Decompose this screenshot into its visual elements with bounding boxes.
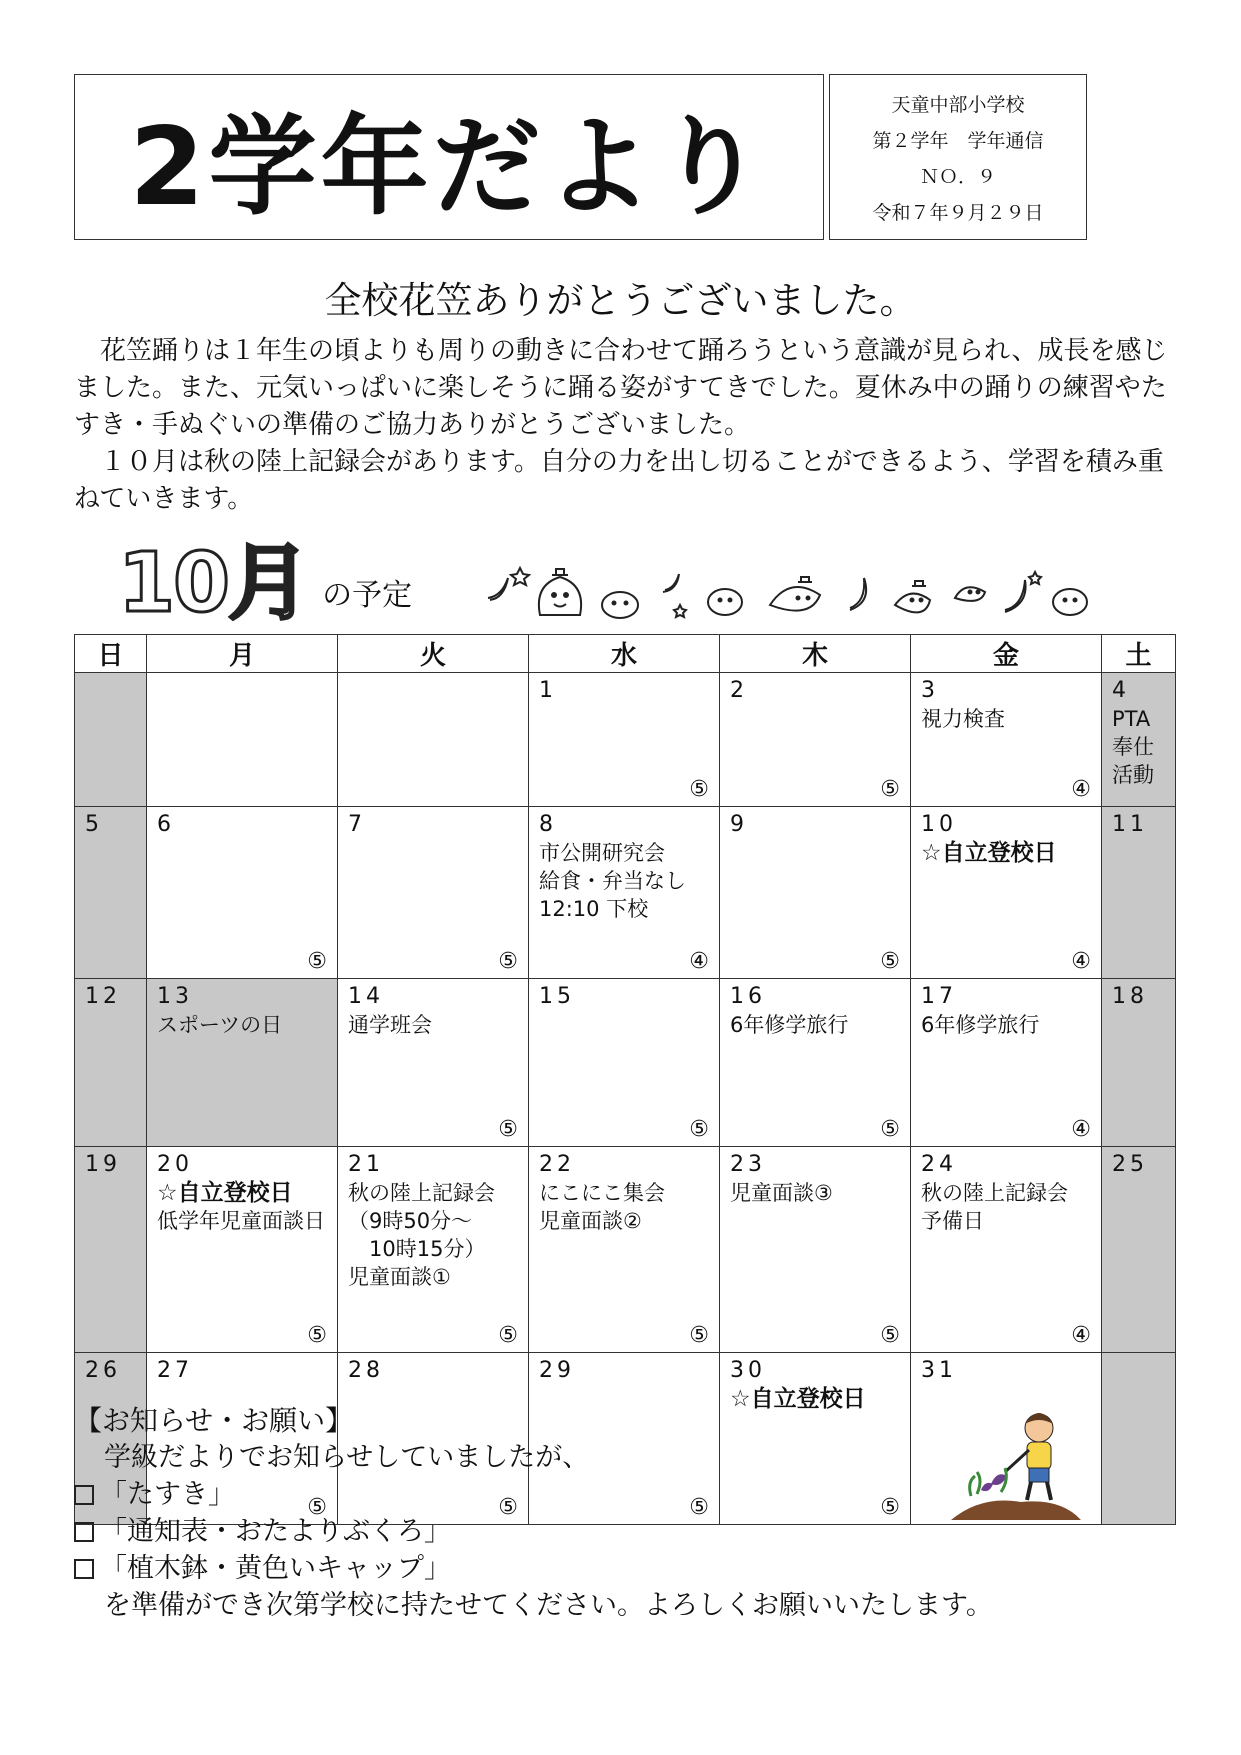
weekday-header: 土: [1102, 635, 1176, 673]
calendar-day-cell: [75, 807, 147, 979]
calendar-event: 秋の陸上記録会: [921, 1181, 1068, 1205]
day-number: 9: [730, 812, 748, 837]
calendar-day-cell: [338, 807, 529, 979]
period-count: ⑤: [880, 1323, 900, 1348]
calendar-event: 視力検査: [921, 707, 1005, 731]
day-number: 14: [348, 984, 384, 1009]
calendar-event: 通学班会: [348, 1013, 432, 1037]
day-number: 15: [539, 984, 575, 1009]
grade-line: 第２学年 学年通信: [872, 129, 1044, 152]
period-count: ⑤: [880, 1117, 900, 1142]
school-name: 天童中部小学校: [891, 93, 1025, 116]
month-label: 10月: [118, 536, 309, 631]
day-number: 19: [85, 1152, 121, 1177]
calendar-event: 児童面談①: [348, 1265, 451, 1289]
calendar-event: 秋の陸上記録会: [348, 1181, 495, 1205]
period-count: ⑤: [689, 1117, 709, 1142]
day-number: 11: [1112, 812, 1148, 837]
headline: 全校花笠ありがとうございました。: [324, 279, 917, 322]
newsletter-title: 2学年だより: [129, 104, 769, 230]
day-number: 25: [1112, 1152, 1148, 1177]
calendar-day-cell: [338, 673, 529, 807]
period-count: ④: [1071, 777, 1091, 802]
calendar-day-cell: [338, 1147, 529, 1353]
calendar-day-cell: [720, 807, 911, 979]
calendar-event: 奉仕: [1112, 735, 1154, 759]
checkbox-icon: [74, 1559, 94, 1579]
period-count: ④: [689, 949, 709, 974]
calendar-event: 市公開研究会: [539, 841, 665, 865]
day-number: 10: [921, 812, 957, 837]
calendar-day-cell: [529, 807, 720, 979]
day-number: 2: [730, 678, 748, 703]
period-count: ⑤: [498, 949, 518, 974]
period-count: ⑤: [307, 949, 327, 974]
day-number: 3: [921, 678, 939, 703]
calendar-day-cell: [720, 1147, 911, 1353]
day-number: 21: [348, 1152, 384, 1177]
calendar-week-row: [75, 979, 1176, 1147]
checklist-item: [74, 1513, 993, 1550]
period-count: ⑤: [307, 1323, 327, 1348]
notice-lead: 学級だよりでお知らせしていましたが、: [104, 1442, 590, 1473]
checklist-label: 「植木鉢・黄色いキャップ」: [100, 1553, 451, 1584]
month-heading: [118, 534, 413, 631]
weekday-header: 木: [720, 635, 911, 673]
calendar-day-cell: [1102, 673, 1176, 807]
calendar-event: 6年修学旅行: [730, 1013, 849, 1037]
calendar-event: ☆自立登校日: [730, 1386, 866, 1412]
calendar-event: 児童面談③: [730, 1181, 833, 1205]
period-count: ④: [1071, 1323, 1091, 1348]
day-number: 8: [539, 812, 557, 837]
calendar-day-cell: [75, 1147, 147, 1353]
day-number: 22: [539, 1152, 575, 1177]
day-number: 13: [157, 984, 193, 1009]
calendar-day-cell: [911, 1147, 1102, 1353]
calendar-day-cell: [911, 807, 1102, 979]
checklist-item: [74, 1550, 993, 1587]
day-number: 27: [157, 1358, 193, 1383]
calendar-day-cell: [75, 673, 147, 807]
day-number: 17: [921, 984, 957, 1009]
period-count: ⑤: [498, 1323, 518, 1348]
calendar-event: PTA: [1112, 707, 1151, 731]
period-count: ⑤: [307, 1495, 327, 1520]
calendar-day-cell: [911, 673, 1102, 807]
calendar-event: 給食・弁当なし: [539, 869, 686, 893]
notice-section: [74, 1402, 993, 1624]
day-number: 26: [85, 1358, 121, 1383]
calendar-day-cell: [1102, 807, 1176, 979]
period-count: ⑤: [498, 1117, 518, 1142]
newsletter-title-box: [74, 74, 824, 240]
day-number: 7: [348, 812, 366, 837]
period-count: ⑤: [689, 1495, 709, 1520]
calendar-event: 活動: [1112, 763, 1154, 787]
calendar-event: 12:10 下校: [539, 897, 649, 921]
calendar-day-cell: [1102, 1147, 1176, 1353]
calendar-day-cell: [529, 1147, 720, 1353]
calendar-day-cell: [1102, 1353, 1176, 1525]
intro-text: [74, 333, 1169, 518]
calendar-event: 低学年児童面談日: [157, 1209, 325, 1233]
notice-heading: 【お知らせ・お願い】: [74, 1404, 354, 1437]
day-number: 18: [1112, 984, 1148, 1009]
october-calendar: [74, 634, 1176, 1525]
ghost-moon-decoration: [480, 560, 1140, 630]
calendar-week-row: [75, 807, 1176, 979]
calendar-day-cell: [720, 979, 911, 1147]
calendar-week-row: [75, 1147, 1176, 1353]
checkbox-icon: [74, 1522, 94, 1542]
notice-closing: を準備ができ次第学校に持たせてください。よろしくお願いいたします。: [104, 1590, 993, 1621]
calendar-day-cell: [147, 979, 338, 1147]
day-number: 16: [730, 984, 766, 1009]
checklist-label: 「たすき」: [100, 1479, 235, 1510]
day-number: 6: [157, 812, 175, 837]
calendar-day-cell: [911, 979, 1102, 1147]
issue-date: 令和７年９月２９日: [872, 201, 1044, 224]
calendar-event: 予備日: [921, 1209, 984, 1233]
calendar-event: 10時15分）: [348, 1237, 486, 1261]
calendar-event: にこにこ集会: [539, 1181, 665, 1205]
period-count: ⑤: [880, 949, 900, 974]
calendar-day-cell: [720, 673, 911, 807]
period-count: ⑤: [880, 1495, 900, 1520]
weekday-header: 日: [75, 635, 147, 673]
calendar-event: スポーツの日: [157, 1013, 283, 1037]
period-count: ④: [1071, 949, 1091, 974]
day-number: 29: [539, 1358, 575, 1383]
period-count: ⑤: [880, 777, 900, 802]
calendar-event: ☆自立登校日: [921, 840, 1057, 866]
day-number: 1: [539, 678, 557, 703]
schedule-label: の予定: [322, 578, 413, 613]
calendar-day-cell: [147, 807, 338, 979]
weekday-header: 金: [911, 635, 1102, 673]
period-count: ⑤: [689, 1323, 709, 1348]
calendar-week-row: [75, 673, 1176, 807]
day-number: 30: [730, 1358, 766, 1383]
checkbox-icon: [74, 1485, 94, 1505]
day-number: 20: [157, 1152, 193, 1177]
intro-paragraph: 花笠踊りは１年生の頃よりも周りの動きに合わせて踊ろうという意識が見られ、成長を感じました。また、元気いっぱいに楽しそうに踊る姿がすてきでした。夏休み中の踊りの練習やたすき・手ぬぐいの準備のご協力ありがとうございました。: [74, 336, 1168, 440]
day-number: 5: [85, 812, 103, 837]
day-number: 23: [730, 1152, 766, 1177]
calendar-event: （9時50分〜: [348, 1209, 473, 1233]
weekday-header-row: [75, 635, 1176, 673]
day-number: 31: [921, 1358, 957, 1383]
calendar-event: ☆自立登校日: [157, 1180, 293, 1206]
period-count: ⑤: [498, 1495, 518, 1520]
day-number: 12: [85, 984, 121, 1009]
calendar-event: 児童面談②: [539, 1209, 642, 1233]
issue-info-box: [829, 74, 1087, 240]
period-count: ④: [1071, 1117, 1091, 1142]
weekday-header: 月: [147, 635, 338, 673]
calendar-day-cell: [147, 673, 338, 807]
day-number: 28: [348, 1358, 384, 1383]
calendar-day-cell: [338, 979, 529, 1147]
checklist-item: [74, 1476, 993, 1513]
calendar-day-cell: [75, 979, 147, 1147]
weekday-header: 水: [529, 635, 720, 673]
calendar-day-cell: [529, 673, 720, 807]
day-number: 24: [921, 1152, 957, 1177]
calendar-event: 6年修学旅行: [921, 1013, 1040, 1037]
intro-paragraph: １０月は秋の陸上記録会があります。自分の力を出し切ることができるよう、学習を積み重ねていきます。: [74, 447, 1164, 514]
calendar-day-cell: [1102, 979, 1176, 1147]
day-number: 4: [1112, 678, 1130, 703]
issue-number: ＮＯ．９: [919, 165, 996, 188]
calendar-day-cell: [147, 1147, 338, 1353]
checklist-label: 「通知表・おたよりぶくろ」: [100, 1516, 451, 1547]
calendar-day-cell: [529, 979, 720, 1147]
weekday-header: 火: [338, 635, 529, 673]
period-count: ⑤: [689, 777, 709, 802]
